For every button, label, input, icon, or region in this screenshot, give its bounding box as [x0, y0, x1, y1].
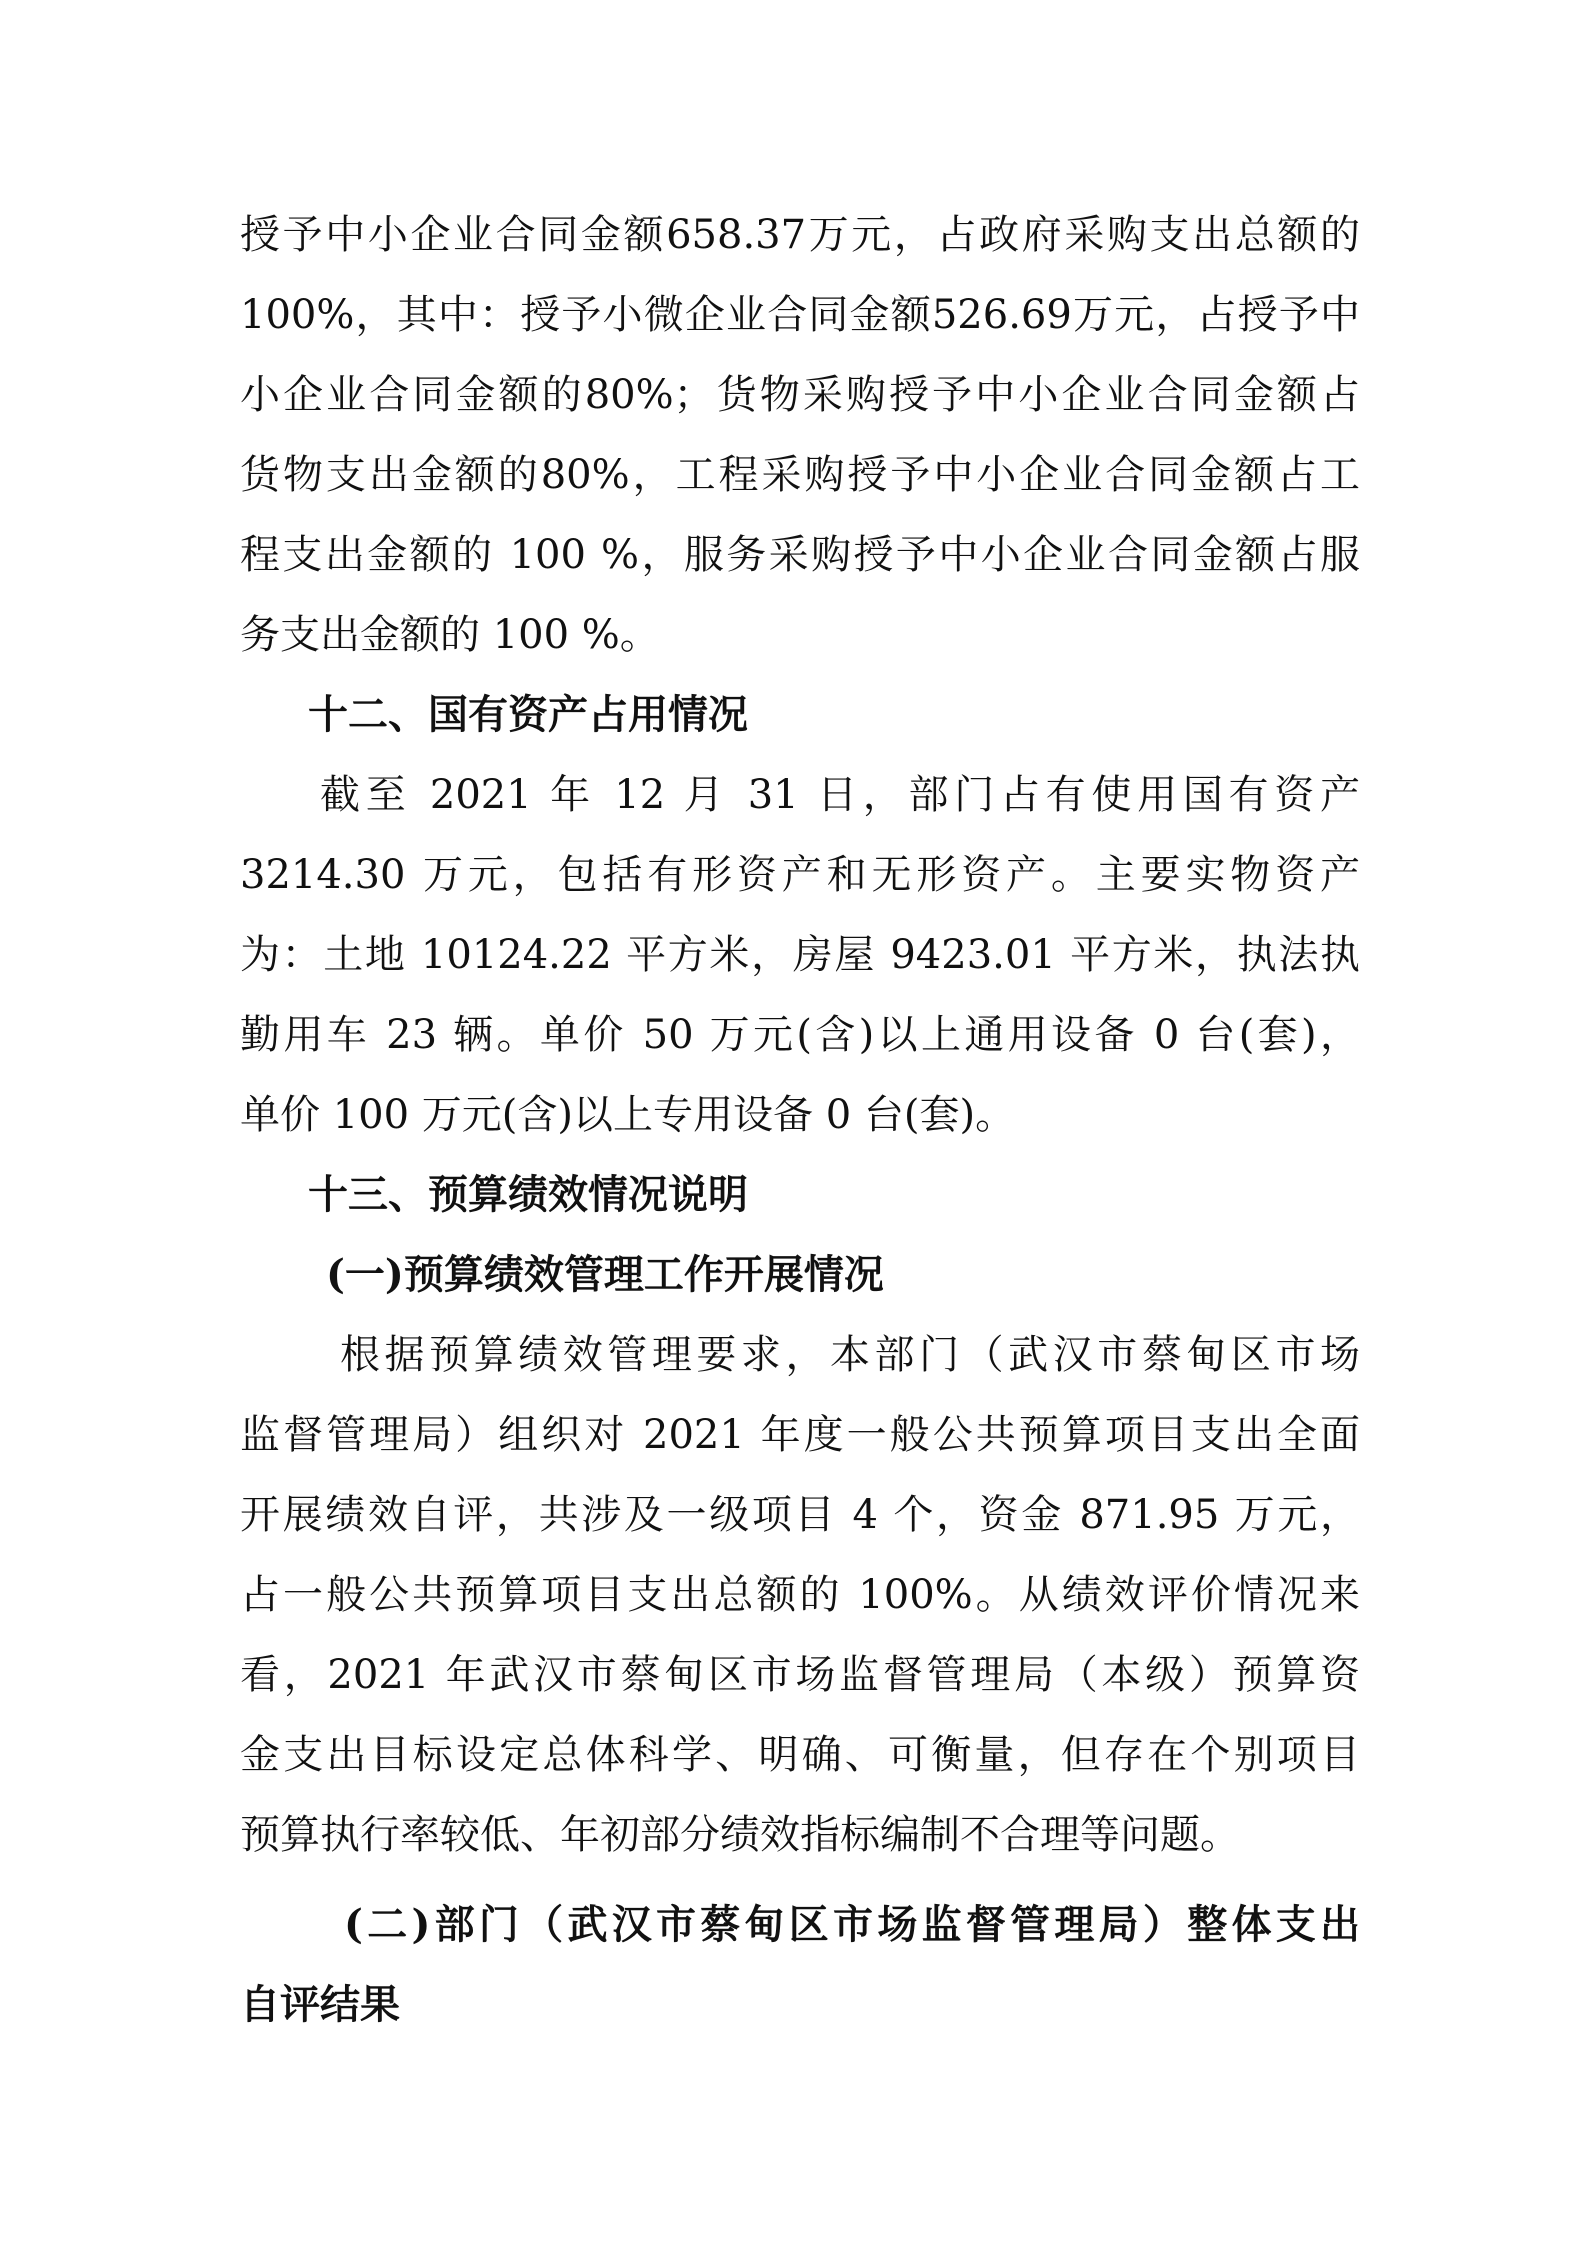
paragraph-line: 授予中小企业合同金额658.37万元，占政府采购支出总额的 [240, 212, 1360, 258]
section-heading: 十三、预算绩效情况说明 [308, 1172, 748, 1218]
paragraph-line: 占一般公共预算项目支出总额的 100%。从绩效评价情况来 [240, 1572, 1360, 1618]
paragraph-line: 小企业合同金额的80%；货物采购授予中小企业合同金额占 [240, 372, 1360, 418]
paragraph-line: 看，2021 年武汉市蔡甸区市场监督管理局（本级）预算资 [240, 1652, 1360, 1698]
paragraph-line: 3214.30 万元，包括有形资产和无形资产。主要实物资产 [240, 852, 1360, 898]
paragraph-line: 预算执行率较低、年初部分绩效指标编制不合理等问题。 [240, 1812, 1240, 1858]
paragraph-line: 截至 2021 年 12 月 31 日，部门占有使用国有资产 [320, 772, 1360, 818]
subsection-heading: (二)部门（武汉市蔡甸区市场监督管理局）整体支出 [344, 1901, 1360, 1948]
subsection-heading: (一)预算绩效管理工作开展情况 [326, 1251, 884, 1298]
paragraph-line: 监督管理局）组织对 2021 年度一般公共预算项目支出全面 [240, 1412, 1360, 1458]
paragraph-line: 程支出金额的 100 %，服务采购授予中小企业合同金额占服 [240, 532, 1360, 578]
subsection-heading-continued: 自评结果 [240, 1981, 400, 2028]
paragraph-line: 100%，其中：授予小微企业合同金额526.69万元，占授予中 [240, 292, 1360, 338]
paragraph-line: 单价 100 万元(含)以上专用设备 0 台(套)。 [240, 1092, 1016, 1138]
paragraph-line: 货物支出金额的80%，工程采购授予中小企业合同金额占工 [240, 452, 1360, 498]
paragraph-line: 开展绩效自评，共涉及一级项目 4 个，资金 871.95 万元， [240, 1492, 1360, 1538]
paragraph-line: 勤用车 23 辆。单价 50 万元(含)以上通用设备 0 台(套)， [240, 1012, 1360, 1058]
paragraph-line: 务支出金额的 100 %。 [240, 612, 660, 658]
paragraph-line: 根据预算绩效管理要求，本部门（武汉市蔡甸区市场 [340, 1332, 1360, 1378]
section-heading: 十二、国有资产占用情况 [308, 692, 748, 738]
paragraph-line: 金支出目标设定总体科学、明确、可衡量，但存在个别项目 [240, 1732, 1360, 1778]
paragraph-line: 为：土地 10124.22 平方米，房屋 9423.01 平方米，执法执 [240, 932, 1360, 978]
